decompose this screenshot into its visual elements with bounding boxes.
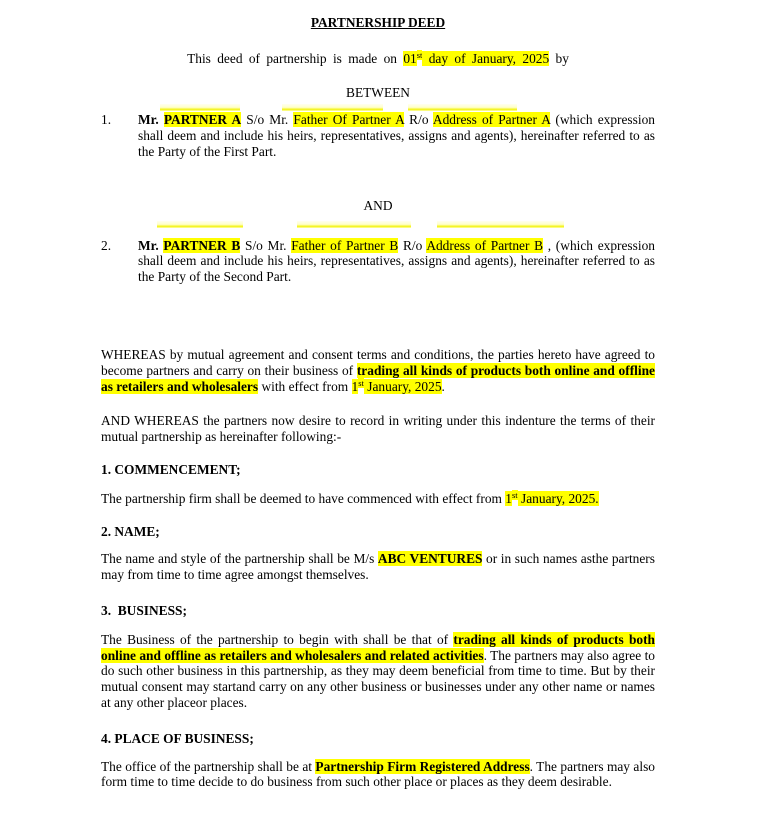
section-commencement [101,462,655,507]
text-run: R/o [398,237,427,253]
text-run: PARTNER B [163,237,241,253]
text-run: Mr. [138,237,164,253]
and-label: AND [363,197,393,213]
text-run: The office of the partnership shall be at [101,758,316,774]
whereas-recital [101,347,655,394]
text-run: Partnership Firm Registered Address [315,758,530,774]
document-title-text: PARTNERSHIP DEED [310,15,446,30]
text-run: The name and style of the partnership shall be M/s [101,551,378,567]
section-paragraph [101,759,655,791]
text-run: S/o Mr. [241,112,294,128]
text-run: Address of Partner B [426,237,544,253]
text-run: This deed of partnership is made on [187,50,404,66]
text-run: R/o [404,112,433,128]
section-heading: 2. NAME; [101,523,160,539]
text-run: ABC VENTURES [377,551,483,567]
text-run: st [416,50,423,61]
section-paragraph [101,491,655,507]
party-clause-second [101,238,655,285]
section-heading: 1. COMMENCEMENT; [101,461,241,477]
text-run: S/o Mr. [240,237,292,253]
section-paragraph [101,551,655,583]
text-run: with effect from [258,378,352,394]
text-run: trading all kinds of products both online and offline as retailers and wholesalers and related activities [101,631,655,663]
text-run: WHEREAS by mutual agreement and consent terms and conditions, the parties hereto have agreed to become partners and carry on their business of [101,346,655,378]
party-number: 2. [101,237,112,253]
text-run: January, 2025 [363,378,442,394]
text-run: or in such names asthe partners may from time to time agree amongst themselves. [101,551,655,583]
text-run: The Business of the partnership to begin with shall be that of [101,631,454,647]
text-run: trading all kinds of products both online and offline as retailers and wholesalers [101,362,655,394]
text-run: (which expression shall deem and include his heirs, representatives, assigns and agents), hereinafter referred to as the Party of the First Part. [138,112,655,159]
highlight-artifact [437,221,564,228]
section-name [101,524,655,583]
text-run: st [512,490,518,501]
between-label: BETWEEN [346,84,410,100]
text-run: PARTNER A [163,112,242,128]
document-title [101,15,655,31]
highlight-artifact [282,104,383,111]
party-text [138,238,655,285]
text-run: AND WHEREAS the partners now desire to record in writing under this indenture the terms of their mutual partnership as hereinafter following:- [101,413,655,445]
highlight-artifact [297,221,411,228]
text-run: , (which expression shall deem and include his heirs, representatives, assigns and agents), hereinafter referred to as the Party of the Second Part. [138,237,655,285]
party-clause-first [101,112,655,159]
section-business [101,603,655,711]
highlight-artifact [160,104,240,111]
section-heading: 4. PLACE OF BUSINESS; [101,730,254,746]
intro-line [101,51,655,67]
highlight-artifact [408,104,517,111]
and-whereas-recital [101,413,655,445]
highlight-artifact [157,221,243,228]
text-run: Address of Partner A [432,112,551,128]
text-run: Father of Partner B [291,237,399,253]
party-number: 1. [101,112,112,128]
section-place-of-business [101,731,655,790]
text-run: st [358,378,364,389]
text-run: 01 [403,50,417,66]
text-run: . The partners may also form time to time decide to do business from such other place or places as they deem desirable. [101,758,655,790]
text-run: Father Of Partner A [293,112,405,128]
text-run: January, 2025. [517,490,599,506]
party-text [138,112,655,159]
text-run: 1 [351,378,359,394]
text-run: The partnership firm shall be deemed to have commenced with effect from [101,490,506,506]
text-run: Mr. [138,112,164,128]
text-run: . The partners may also agree to do such other business in this partnership, as they may deem beneficial from time to time. But by their mutual consent may startand carry on any other business or businesses under any other name or names at any other placeor places. [101,647,655,710]
text-run: day of January, 2025 [422,50,550,66]
text-run: 1 [505,490,512,506]
text-run: . [441,378,445,394]
section-heading: 3. BUSINESS; [101,602,187,618]
section-paragraph [101,632,655,711]
text-run: by [549,50,569,66]
